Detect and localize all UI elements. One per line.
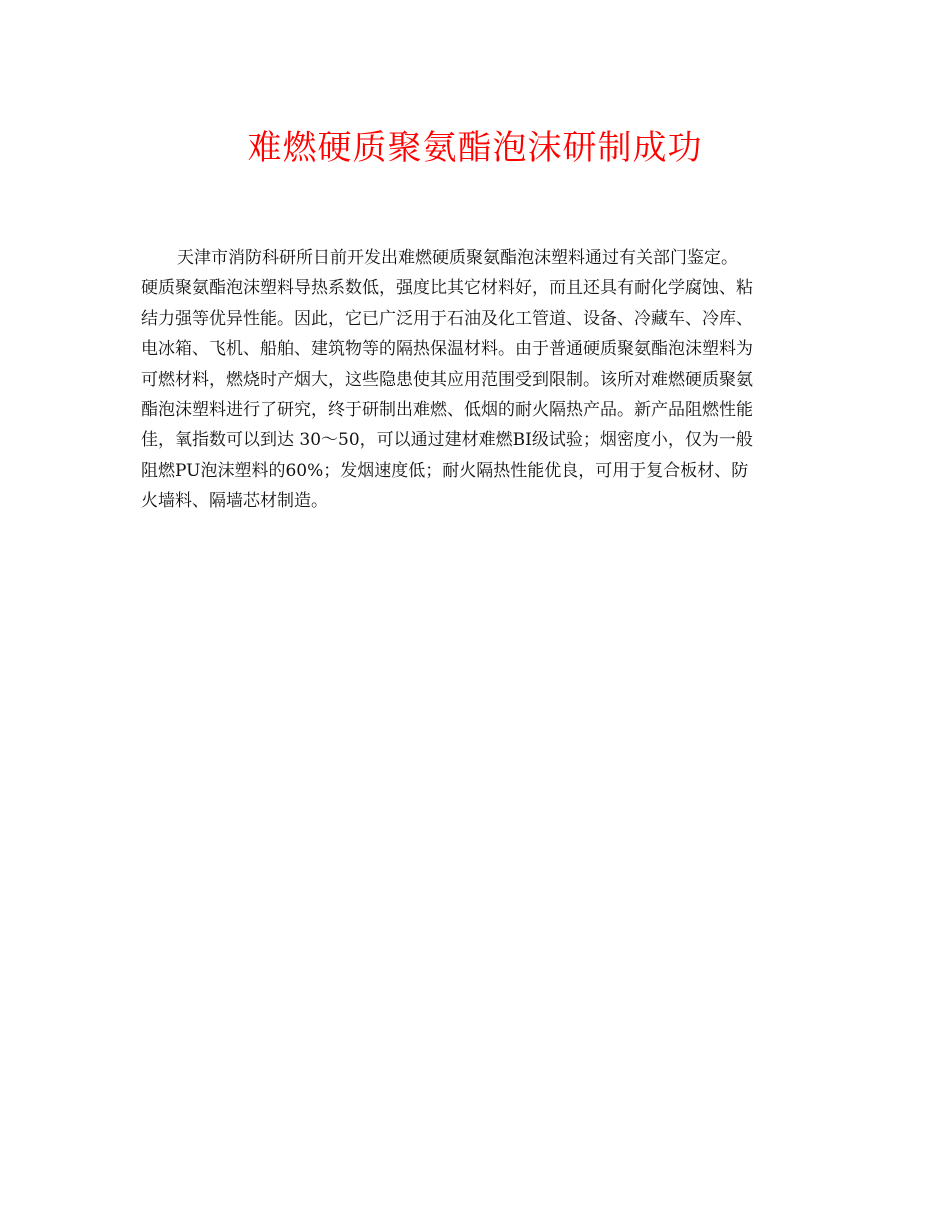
body-line: 佳，氧指数可以到达 30～50，可以通过建材难燃BI级试验；烟密度小，仅为一般 bbox=[141, 430, 753, 451]
body-line: 火墙料、隔墙芯材制造。 bbox=[141, 491, 328, 512]
body-line: 天津市消防科研所日前开发出难燃硬质聚氨酯泡沫塑料通过有关部门鉴定。 bbox=[177, 248, 738, 268]
body-line: 可燃材料，燃烧时产烟大，这些隐患使其应用范围受到限制。该所对难燃硬质聚氨 bbox=[141, 369, 753, 390]
body-line: 硬质聚氨酯泡沫塑料导热系数低，强度比其它材料好，而且还具有耐化学腐蚀、粘 bbox=[141, 278, 753, 299]
document-body bbox=[141, 243, 809, 517]
body-line: 阻燃PU泡沫塑料的60%；发烟速度低；耐火隔热性能优良，可用于复合板材、防 bbox=[141, 460, 749, 481]
document-title: 难燃硬质聚氨酯泡沫研制成功 bbox=[247, 128, 703, 168]
body-line: 结力强等优异性能。因此，它已广泛用于石油及化工管道、设备、冷藏车、冷库、 bbox=[141, 308, 753, 329]
body-line: 酯泡沫塑料进行了研究，终于研制出难燃、低烟的耐火隔热产品。新产品阻燃性能 bbox=[141, 399, 753, 420]
body-line: 电冰箱、飞机、船舶、建筑物等的隔热保温材料。由于普通硬质聚氨酯泡沫塑料为 bbox=[141, 339, 753, 360]
